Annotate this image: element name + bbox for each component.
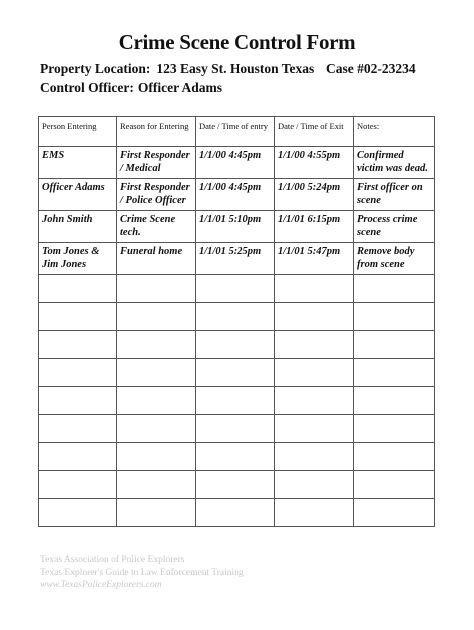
cell-exit: 1/1/01 5:47pm bbox=[275, 243, 354, 275]
cell-exit: 1/1/00 5:24pm bbox=[275, 179, 354, 211]
empty-cell bbox=[39, 499, 117, 527]
empty-cell bbox=[196, 387, 275, 415]
empty-cell bbox=[275, 415, 354, 443]
cell-reason: Funeral home bbox=[117, 243, 196, 275]
empty-cell bbox=[354, 387, 435, 415]
table-header-row bbox=[39, 117, 435, 147]
cell-entry: 1/1/00 4:45pm bbox=[196, 179, 275, 211]
empty-cell bbox=[196, 303, 275, 331]
empty-table-row bbox=[39, 359, 435, 387]
empty-cell bbox=[117, 443, 196, 471]
empty-cell bbox=[117, 499, 196, 527]
table-row bbox=[39, 179, 435, 211]
control-officer-label: Control Officer: bbox=[40, 80, 134, 95]
cell-exit: 1/1/00 4:55pm bbox=[275, 147, 354, 179]
empty-rows bbox=[39, 275, 435, 527]
table-row bbox=[39, 243, 435, 275]
case-number: Case #02-23234 bbox=[326, 61, 416, 76]
empty-cell bbox=[196, 499, 275, 527]
property-location-value: 123 Easy St. Houston Texas bbox=[156, 61, 315, 76]
empty-table-row bbox=[39, 275, 435, 303]
cell-reason: First Responder / Police Officer bbox=[117, 179, 196, 211]
table-row bbox=[39, 147, 435, 179]
cell-reason: First Responder / Medical bbox=[117, 147, 196, 179]
empty-cell bbox=[39, 275, 117, 303]
empty-cell bbox=[39, 415, 117, 443]
empty-cell bbox=[275, 443, 354, 471]
empty-cell bbox=[196, 359, 275, 387]
empty-cell bbox=[275, 387, 354, 415]
header-person-entering: Person Entering bbox=[39, 117, 117, 147]
empty-cell bbox=[275, 303, 354, 331]
empty-cell bbox=[354, 303, 435, 331]
footer-website: www.TexasPoliceExplorers.com bbox=[40, 580, 162, 590]
cell-person: EMS bbox=[39, 147, 117, 179]
empty-cell bbox=[275, 331, 354, 359]
empty-cell bbox=[354, 471, 435, 499]
header-exit-time: Date / Time of Exit bbox=[275, 117, 354, 147]
cell-notes: First officer on scene bbox=[354, 179, 435, 211]
empty-cell bbox=[275, 499, 354, 527]
empty-cell bbox=[354, 359, 435, 387]
empty-table-row bbox=[39, 499, 435, 527]
empty-cell bbox=[196, 275, 275, 303]
footer-guide: Texas Explorer's Guide to Law Enforcement Training bbox=[40, 567, 244, 578]
empty-cell bbox=[39, 331, 117, 359]
cell-notes: Confirmed victim was dead. bbox=[354, 147, 435, 179]
empty-table-row bbox=[39, 303, 435, 331]
empty-cell bbox=[354, 331, 435, 359]
table-row bbox=[39, 211, 435, 243]
empty-cell bbox=[275, 275, 354, 303]
empty-cell bbox=[117, 359, 196, 387]
cell-person: John Smith bbox=[39, 211, 117, 243]
cell-notes: Process crime scene bbox=[354, 211, 435, 243]
empty-cell bbox=[275, 359, 354, 387]
empty-cell bbox=[354, 415, 435, 443]
control-officer-value: Officer Adams bbox=[137, 80, 222, 95]
footer bbox=[40, 554, 244, 592]
entry-log-table bbox=[38, 116, 435, 527]
header-reason-for-entering: Reason for Entering bbox=[117, 117, 196, 147]
header-entry-time: Date / Time of entry bbox=[196, 117, 275, 147]
empty-cell bbox=[39, 387, 117, 415]
cell-entry: 1/1/01 5:10pm bbox=[196, 211, 275, 243]
empty-cell bbox=[117, 471, 196, 499]
empty-cell bbox=[354, 499, 435, 527]
property-location-label: Property Location: bbox=[40, 61, 151, 76]
cell-entry: 1/1/01 5:25pm bbox=[196, 243, 275, 275]
empty-table-row bbox=[39, 443, 435, 471]
cell-entry: 1/1/00 4:45pm bbox=[196, 147, 275, 179]
cell-exit: 1/1/01 6:15pm bbox=[275, 211, 354, 243]
cell-notes: Remove body from scene bbox=[354, 243, 435, 275]
empty-cell bbox=[39, 303, 117, 331]
empty-table-row bbox=[39, 387, 435, 415]
empty-table-row bbox=[39, 331, 435, 359]
empty-cell bbox=[39, 471, 117, 499]
empty-cell bbox=[354, 443, 435, 471]
empty-cell bbox=[117, 331, 196, 359]
control-officer bbox=[40, 80, 222, 96]
empty-table-row bbox=[39, 415, 435, 443]
empty-cell bbox=[117, 275, 196, 303]
empty-cell bbox=[39, 359, 117, 387]
form-title: Crime Scene Control Form bbox=[118, 30, 356, 54]
footer-association: Texas Association of Police Explorers bbox=[40, 555, 185, 565]
cell-person: Officer Adams bbox=[39, 179, 117, 211]
empty-cell bbox=[117, 415, 196, 443]
empty-cell bbox=[196, 471, 275, 499]
header-notes: Notes: bbox=[354, 117, 435, 147]
empty-cell bbox=[196, 443, 275, 471]
empty-cell bbox=[117, 303, 196, 331]
empty-cell bbox=[196, 331, 275, 359]
cell-reason: Crime Scene tech. bbox=[117, 211, 196, 243]
cell-person: Tom Jones & Jim Jones bbox=[39, 243, 117, 275]
empty-cell bbox=[354, 275, 435, 303]
empty-cell bbox=[39, 443, 117, 471]
empty-cell bbox=[196, 415, 275, 443]
empty-cell bbox=[275, 471, 354, 499]
empty-table-row bbox=[39, 471, 435, 499]
empty-cell bbox=[117, 387, 196, 415]
